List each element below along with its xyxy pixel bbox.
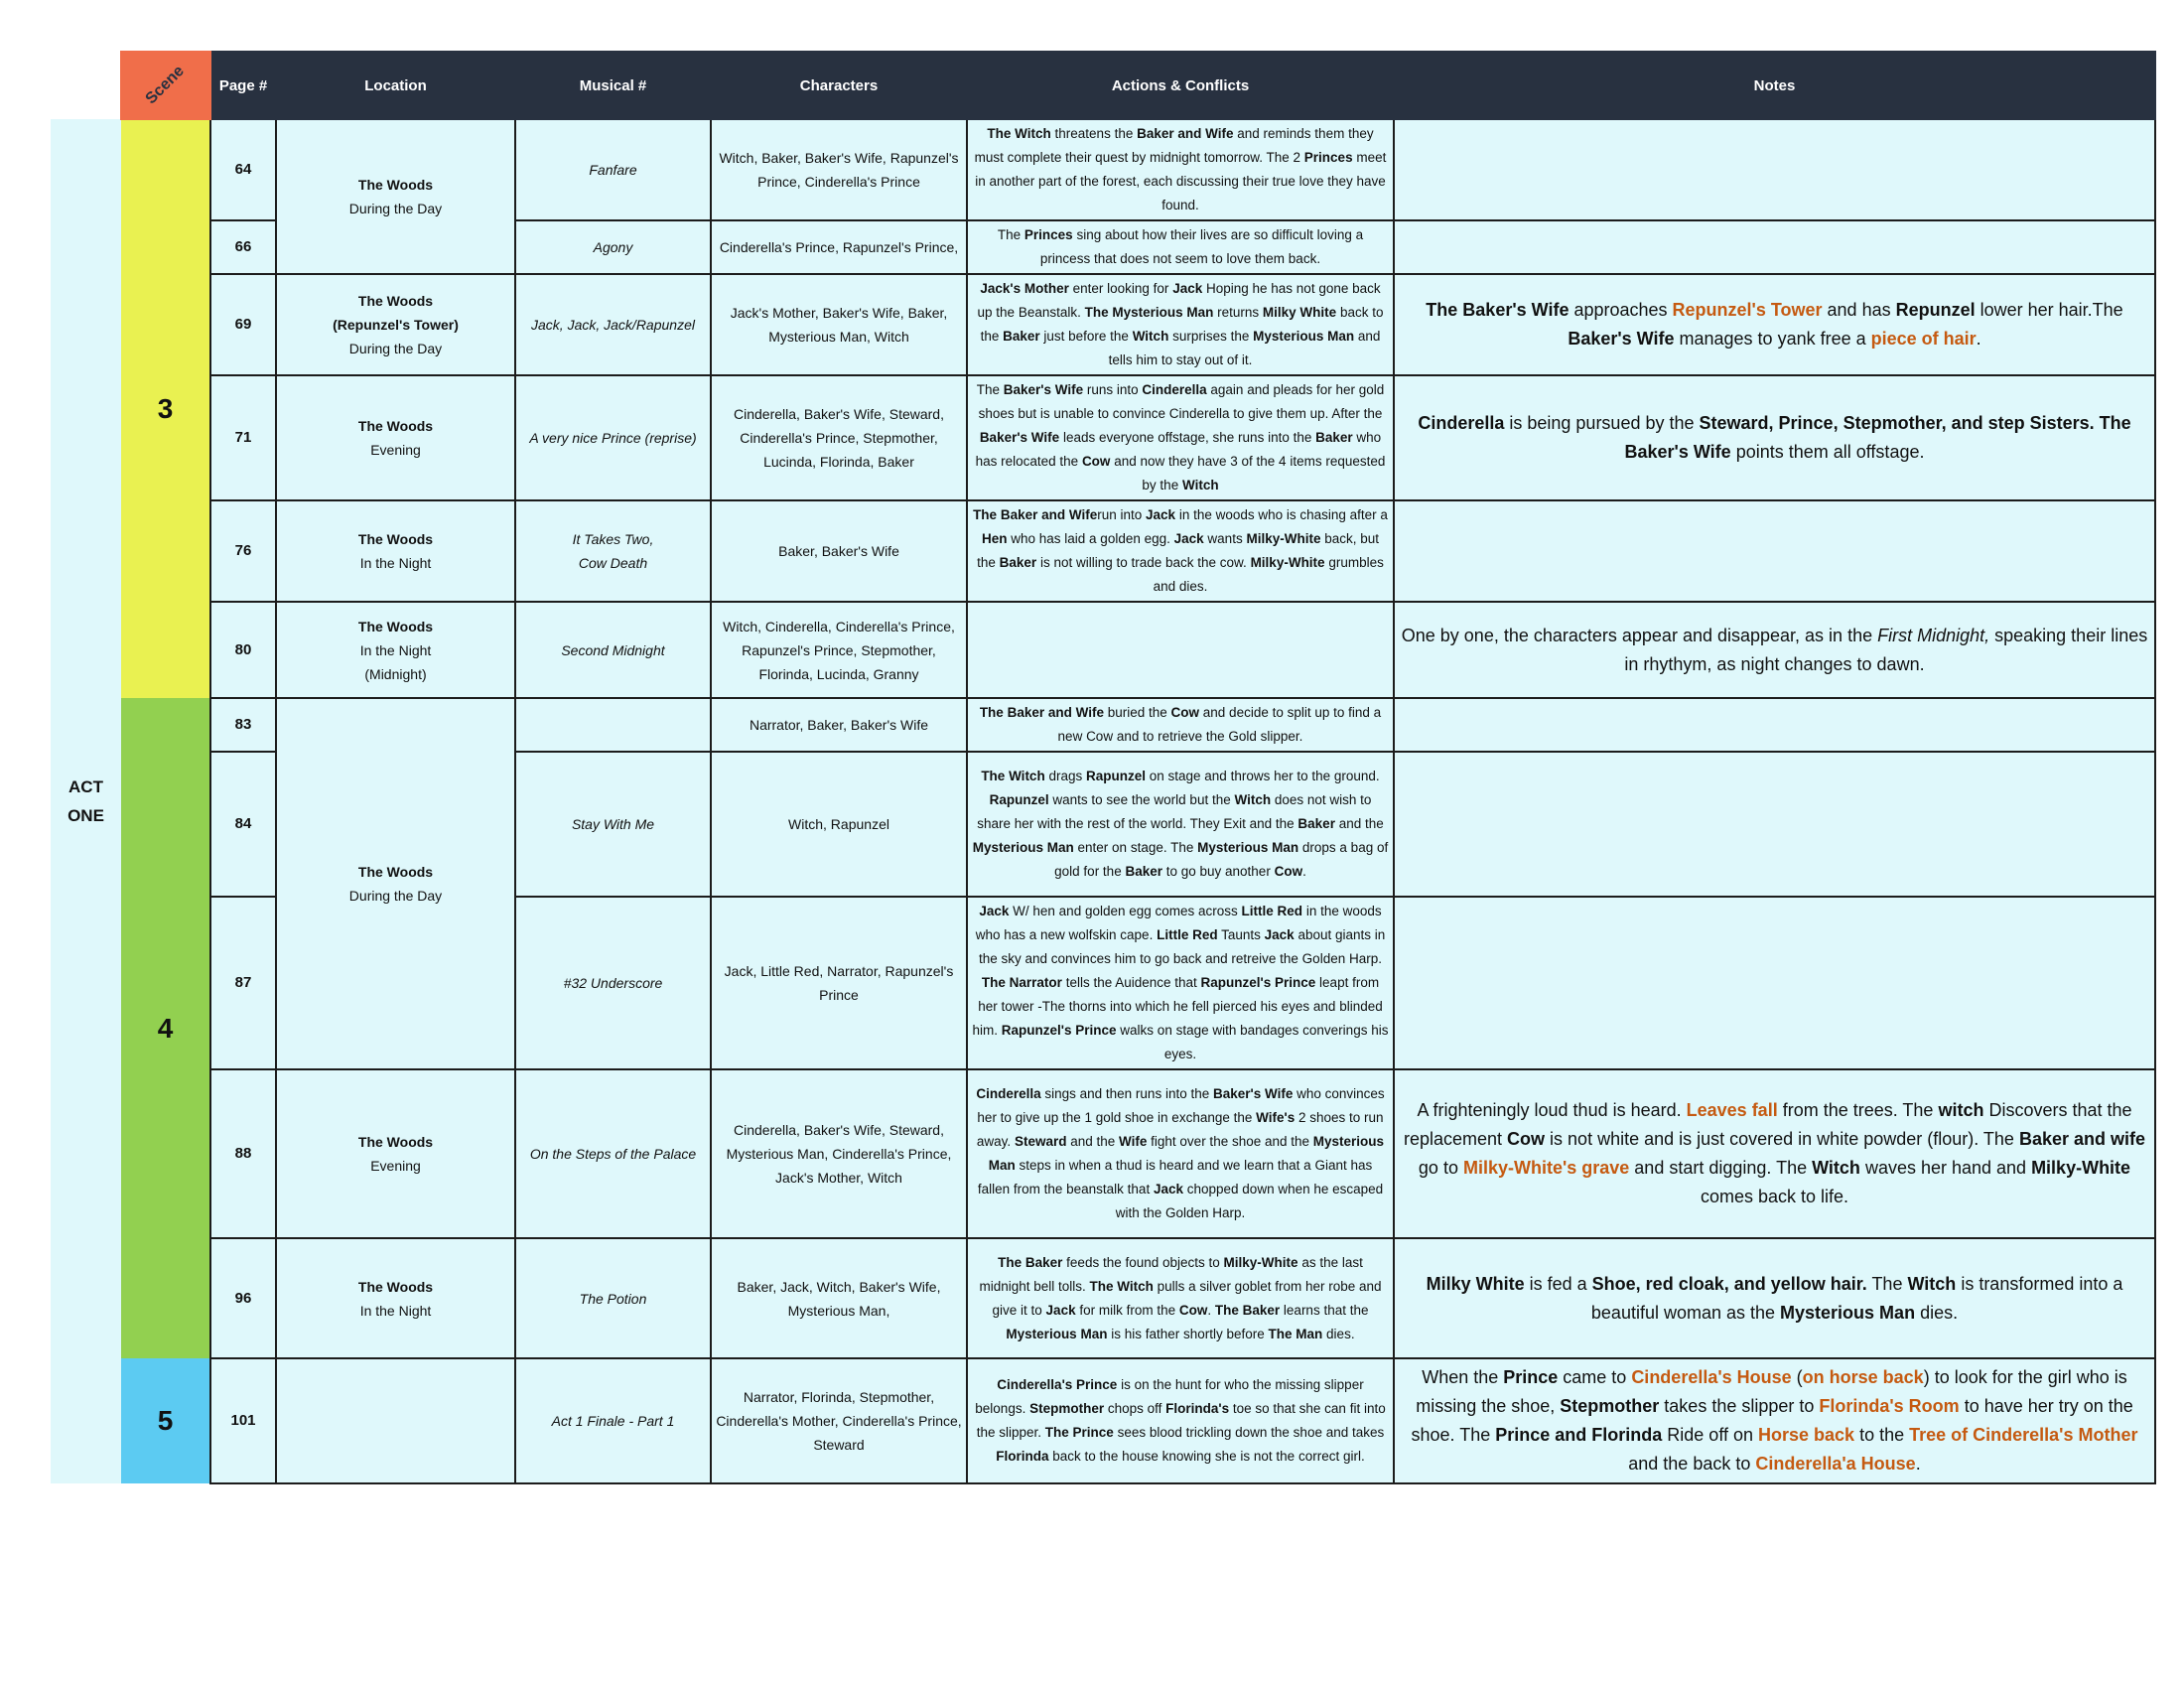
notes-cell: Milky White is fed a Shoe, red cloak, and yellow hair. The Witch is transformed into a beautiful woman as the Mysterious Man dies. <box>1394 1238 2155 1358</box>
page-number: 69 <box>210 274 276 375</box>
musical-number: It Takes Two, Cow Death <box>515 500 711 602</box>
table-row <box>51 274 2155 375</box>
location-subtitle: (Midnight) <box>364 665 427 682</box>
notes-cell <box>1394 752 2155 897</box>
table-row <box>51 375 2155 500</box>
page-number: 87 <box>210 897 276 1069</box>
table-row <box>51 602 2155 698</box>
notes-cell: Cinderella is being pursued by the Steward, Prince, Stepmother, and step Sisters. The Baker's Wife points them all offstage. <box>1394 375 2155 500</box>
location-header: Location <box>276 52 515 119</box>
page-number: 64 <box>210 119 276 220</box>
location-time: During the Day <box>348 888 443 904</box>
location-cell <box>276 1069 515 1238</box>
characters-cell: Narrator, Florinda, Stepmother, Cinderella's Mother, Cinderella's Prince, Steward <box>711 1358 967 1483</box>
table-row <box>51 698 2155 752</box>
location-cell <box>276 500 515 602</box>
location-title: The Woods <box>357 418 434 434</box>
musical-number: Act 1 Finale - Part 1 <box>515 1358 711 1483</box>
musical-number: The Potion <box>515 1238 711 1358</box>
location-cell <box>276 1238 515 1358</box>
actions-cell: Jack W/ hen and golden egg comes across Little Red in the woods who has a new wolfskin cape. Little Red Taunts Jack about giants in the sky and convinces him to go back and retreive the Golden Harp. The Narrator tells the Auidence that Rapunzel's Prince leapt from her tower -The thorns into which he fell pierced his eyes and blinded him. Rapunzel's Prince walks on stage with bandages converings his eyes. <box>967 897 1394 1069</box>
musical-number: Stay With Me <box>515 752 711 897</box>
musical-number: Second Midnight <box>515 602 711 698</box>
notes-cell: One by one, the characters appear and disappear, as in the First Midnight, speaking their lines in rhythym, as night changes to dawn. <box>1394 602 2155 698</box>
location-cell <box>276 698 515 1069</box>
location-title: The Woods <box>357 531 434 547</box>
actions-cell: Cinderella's Prince is on the hunt for who the missing slipper belongs. Stepmother chops off Florinda's toe so that she can fit into the slipper. The Prince sees blood trickling down the shoe and takes Florinda back to the house knowing she is not the correct girl. <box>967 1358 1394 1483</box>
location-title: The Woods <box>357 1278 434 1295</box>
location-subtitle: (Repunzel's Tower) <box>333 317 459 333</box>
characters-cell: Witch, Cinderella, Cinderella's Prince, Rapunzel's Prince, Stepmother, Florinda, Lucinda, Granny <box>711 602 967 698</box>
actions-cell: Cinderella sings and then runs into the Baker's Wife who convinces her to give up the 1 gold shoe in exchange the Wife's 2 shoes to run away. Steward and the Wife fight over the shoe and the Mysterious Man steps in when a thud is heard and we learn that a Giant has fallen from the beanstalk that Jack chopped down when he escaped with the Golden Harp. <box>967 1069 1394 1238</box>
musical-number: A very nice Prince (reprise) <box>515 375 711 500</box>
characters-cell: Witch, Rapunzel <box>711 752 967 897</box>
location-title: The Woods <box>357 177 434 193</box>
actions-cell: The Witch threatens the Baker and Wife and reminds them they must complete their quest by midnight tomorrow. The 2 Princes meet in another part of the forest, each discussing their true love they have found. <box>967 119 1394 220</box>
act-label-line1: ACT <box>68 777 103 796</box>
blank-header <box>51 52 121 119</box>
page-header: Page # <box>210 52 276 119</box>
characters-cell: Jack's Mother, Baker's Wife, Baker, Mysterious Man, Witch <box>711 274 967 375</box>
page-number: 76 <box>210 500 276 602</box>
scene-header <box>121 52 210 119</box>
characters-cell: Cinderella, Baker's Wife, Steward, Mysterious Man, Cinderella's Prince, Jack's Mother, Witch <box>711 1069 967 1238</box>
characters-cell: Baker, Baker's Wife <box>711 500 967 602</box>
table-row <box>51 1069 2155 1238</box>
location-time: In the Night <box>359 1302 432 1319</box>
notes-cell <box>1394 119 2155 220</box>
characters-cell: Jack, Little Red, Narrator, Rapunzel's Prince <box>711 897 967 1069</box>
scene-4: 4 <box>121 698 210 1358</box>
characters-cell: Cinderella's Prince, Rapunzel's Prince, <box>711 220 967 274</box>
notes-cell <box>1394 698 2155 752</box>
location-title: The Woods <box>357 1134 434 1150</box>
location-title: The Woods <box>357 618 434 634</box>
characters-cell: Witch, Baker, Baker's Wife, Rapunzel's Prince, Cinderella's Prince <box>711 119 967 220</box>
location-cell <box>276 119 515 274</box>
notes-header: Notes <box>1394 52 2155 119</box>
page-number: 83 <box>210 698 276 752</box>
musical-number: #32 Underscore <box>515 897 711 1069</box>
location-title: The Woods <box>357 293 434 309</box>
scene-header-label: Scene <box>142 62 189 108</box>
script-breakdown <box>51 51 2156 1484</box>
location-time: In the Night <box>359 555 432 571</box>
page-number: 101 <box>210 1358 276 1483</box>
actions-cell: The Baker and Wiferun into Jack in the woods who is chasing after a Hen who has laid a golden egg. Jack wants Milky-White back, but the Baker is not willing to trade back the cow. Milky-White grumbles and dies. <box>967 500 1394 602</box>
actions-cell <box>967 602 1394 698</box>
location-time: During the Day <box>348 341 443 356</box>
actions-cell: The Baker and Wife buried the Cow and decide to split up to find a new Cow and to retrieve the Gold slipper. <box>967 698 1394 752</box>
musical-header: Musical # <box>515 52 711 119</box>
notes-cell <box>1394 897 2155 1069</box>
actions-cell: The Witch drags Rapunzel on stage and throws her to the ground. Rapunzel wants to see the world but the Witch does not wish to share her with the rest of the world. They Exit and the Baker and the Mysterious Man enter on stage. The Mysterious Man drops a bag of gold for the Baker to go buy another Cow. <box>967 752 1394 897</box>
location-time: In the Night <box>359 641 432 658</box>
notes-cell <box>1394 500 2155 602</box>
table-row <box>51 1238 2155 1358</box>
page-number: 88 <box>210 1069 276 1238</box>
table-row <box>51 119 2155 220</box>
header-row <box>51 52 2155 119</box>
musical-number: Agony <box>515 220 711 274</box>
location-cell <box>276 375 515 500</box>
location-time: During the Day <box>348 201 443 216</box>
actions-cell: The Princes sing about how their lives are so difficult loving a princess that does not seem to love them back. <box>967 220 1394 274</box>
page-number: 84 <box>210 752 276 897</box>
notes-cell <box>1394 220 2155 274</box>
musical-number <box>515 698 711 752</box>
location-title: The Woods <box>357 864 434 880</box>
notes-cell: When the Prince came to Cinderella's House (on horse back) to look for the girl who is missing the shoe, Stepmother takes the slipper to Florinda's Room to have her try on the shoe. The Prince and Florinda Ride off on Horse back to the Tree of Cinderella's Mother and the back to Cinderella'a House. <box>1394 1358 2155 1483</box>
scene-3: 3 <box>121 119 210 698</box>
act-label-line2: ONE <box>68 806 104 825</box>
characters-cell: Baker, Jack, Witch, Baker's Wife, Mysterious Man, <box>711 1238 967 1358</box>
actions-cell: The Baker's Wife runs into Cinderella again and pleads for her gold shoes but is unable to convince Cinderella to give them up. After the Baker's Wife leads everyone offstage, she runs into the Baker who has relocated the Cow and now they have 3 of the 4 items requested by the Witch <box>967 375 1394 500</box>
page-number: 80 <box>210 602 276 698</box>
musical-number: Jack, Jack, Jack/Rapunzel <box>515 274 711 375</box>
location-cell <box>276 1358 515 1483</box>
table-row <box>51 1358 2155 1483</box>
actions-cell: The Baker feeds the found objects to Milky-White as the last midnight bell tolls. The Witch pulls a silver goblet from her robe and give it to Jack for milk from the Cow. The Baker learns that the Mysterious Man is his father shortly before The Man dies. <box>967 1238 1394 1358</box>
notes-cell: A frighteningly loud thud is heard. Leaves fall from the trees. The witch Discovers that the replacement Cow is not white and is just covered in white powder (flour). The Baker and wife go to Milky-White's grave and start digging. The Witch waves her hand and Milky-White comes back to life. <box>1394 1069 2155 1238</box>
location-cell <box>276 602 515 698</box>
table-row <box>51 500 2155 602</box>
location-cell <box>276 274 515 375</box>
actions-header: Actions & Conflicts <box>967 52 1394 119</box>
location-time: Evening <box>370 1158 421 1174</box>
musical-number: Fanfare <box>515 119 711 220</box>
page-number: 71 <box>210 375 276 500</box>
musical-number: On the Steps of the Palace <box>515 1069 711 1238</box>
page-number: 96 <box>210 1238 276 1358</box>
scene-table <box>51 51 2156 1484</box>
characters-header: Characters <box>711 52 967 119</box>
characters-cell: Cinderella, Baker's Wife, Steward, Cinderella's Prince, Stepmother, Lucinda, Florinda, Baker <box>711 375 967 500</box>
page-number: 66 <box>210 220 276 274</box>
notes-cell: The Baker's Wife approaches Repunzel's Tower and has Repunzel lower her hair.The Baker's Wife manages to yank free a piece of hair. <box>1394 274 2155 375</box>
act-label <box>51 119 121 1483</box>
scene-5: 5 <box>121 1358 210 1483</box>
location-time: Evening <box>370 442 421 458</box>
actions-cell: Jack's Mother enter looking for Jack Hoping he has not gone back up the Beanstalk. The Mysterious Man returns Milky White back to the Baker just before the Witch surprises the Mysterious Man and tells him to stay out of it. <box>967 274 1394 375</box>
characters-cell: Narrator, Baker, Baker's Wife <box>711 698 967 752</box>
